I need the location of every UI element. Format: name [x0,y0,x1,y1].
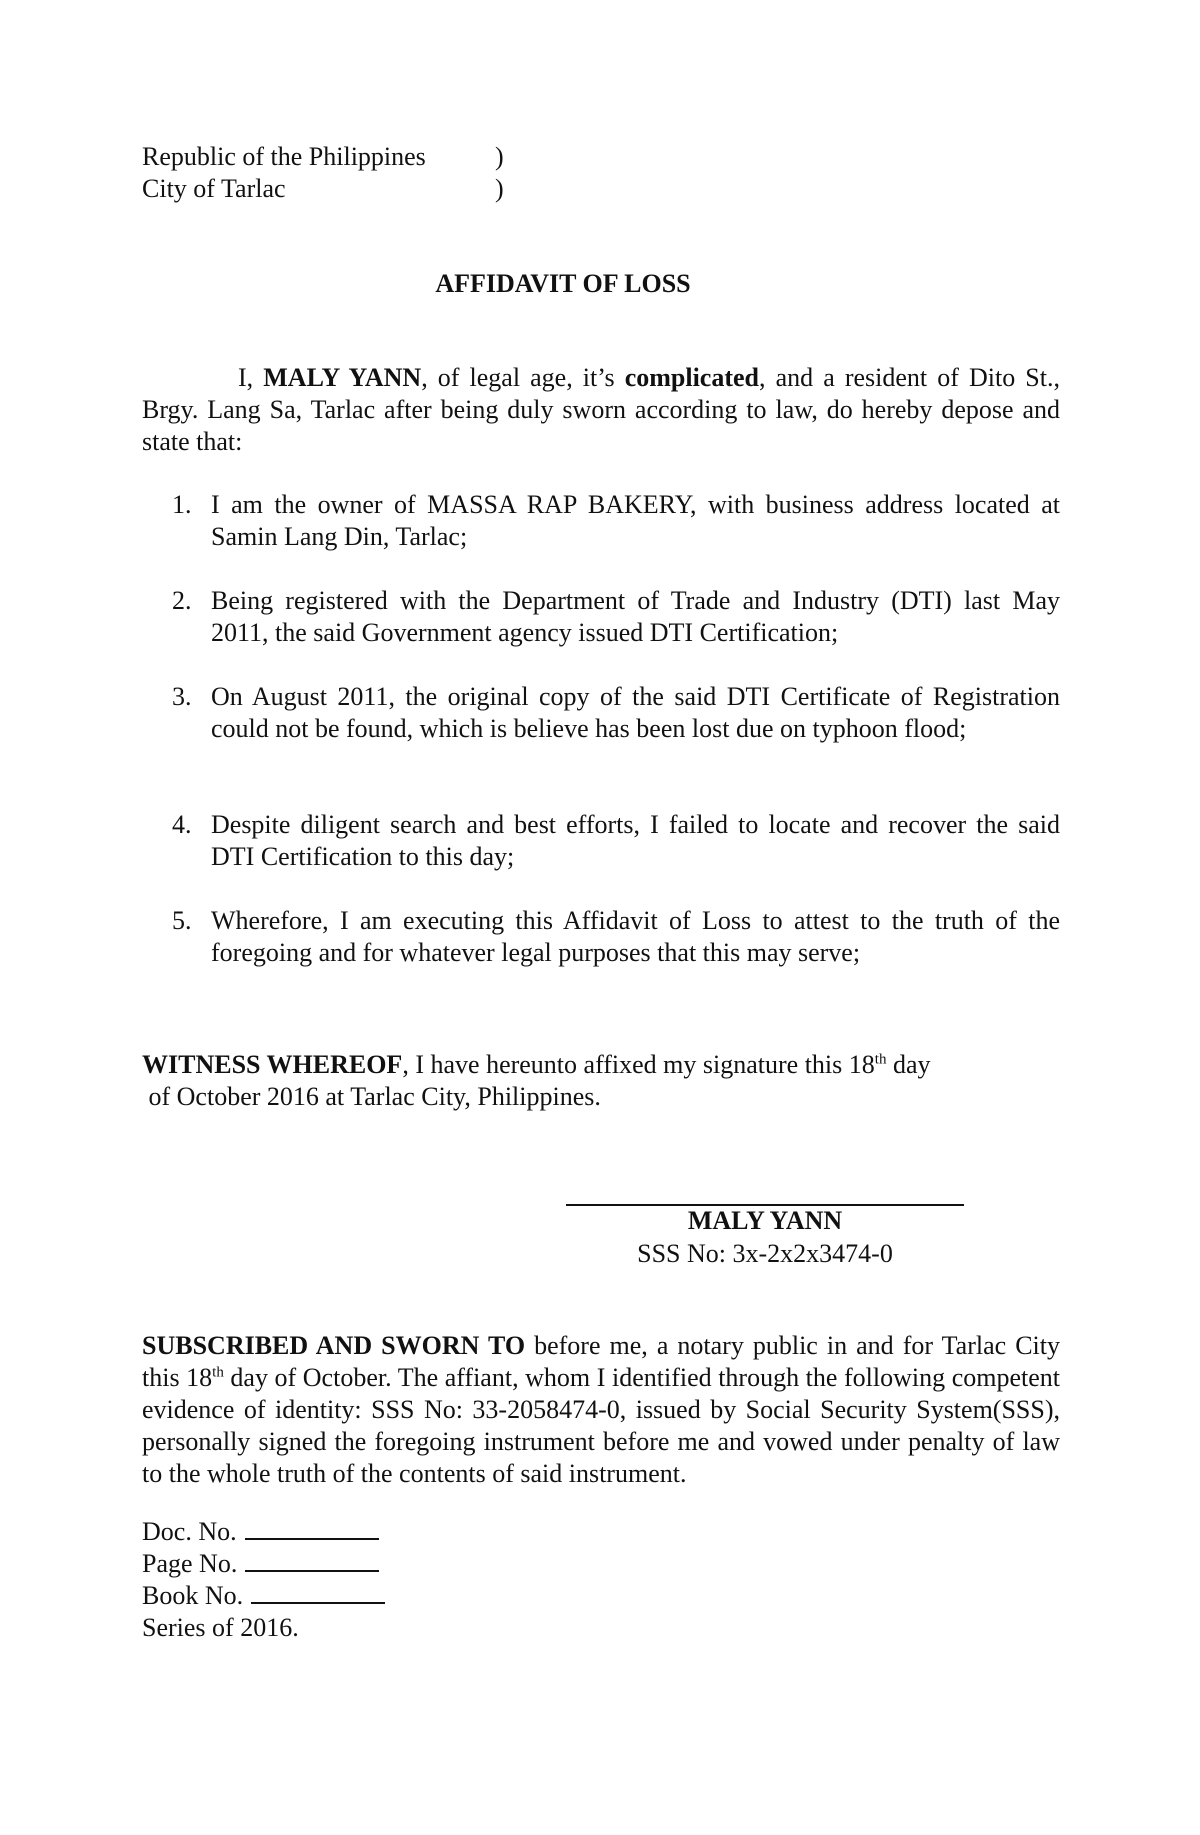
list-item [142,681,1060,745]
statement-list [142,489,1060,969]
witness-text-day: day [886,1050,931,1079]
list-item [142,809,1060,873]
item-text: Wherefore, I am executing this Affidavit of Loss to attest to the truth of the foregoing and for whatever legal purposes that this may serve; [211,906,1060,967]
notarial-register [142,1516,385,1644]
book-no-row [142,1580,385,1612]
intro-paragraph [142,362,1060,458]
witness-line-1 [142,1049,1060,1081]
witness-heading: WITNESS WHEREOF [142,1050,403,1079]
witness-text: , I have hereunto affixed my signature this 18 [402,1050,875,1079]
item-number: 3. [172,682,192,711]
civil-status: complicated [624,363,759,392]
jurat-paragraph [142,1330,1060,1490]
intro-prefix: I, [238,363,264,392]
page-no-blank [245,1548,379,1572]
jurat-text: before me, a notary public in and for Tarlac City this 18 [142,1331,1060,1392]
witness-superscript: th [874,1051,887,1068]
book-no-blank [251,1580,385,1604]
venue-city: City of Tarlac [142,174,286,203]
venue-block [142,141,504,205]
jurat-heading: SUBSCRIBED AND SWORN TO [142,1331,526,1360]
signatory-sss: SSS No: 3x-2x2x3474-0 [637,1239,893,1268]
page-no-label: Page No. [142,1549,238,1578]
signatory-name: MALY YANN [687,1206,843,1235]
list-item [142,585,1060,649]
item-number: 1. [172,490,192,519]
item-number: 4. [172,810,192,839]
witness-paragraph [142,1049,1060,1113]
page-no-row [142,1548,385,1580]
doc-no-blank [245,1516,379,1540]
doc-no-label: Doc. No. [142,1517,237,1546]
item-number: 5. [172,906,192,935]
list-item [142,489,1060,553]
document-title: AFFIDAVIT OF LOSS [435,269,691,298]
jurat-superscript: th [212,1364,224,1381]
venue-row-city [142,173,504,205]
item-number: 2. [172,586,192,615]
venue-republic: Republic of the Philippines [142,142,426,171]
item-text: Despite diligent search and best efforts, I failed to locate and recover the said DTI Certification to this day; [211,810,1060,871]
item-text: Being registered with the Department of Trade and Industry (DTI) last May 2011, the said Government agency issued DTI Certification; [211,586,1060,647]
item-text: On August 2011, the original copy of the said DTI Certificate of Registration could not be found, which is believe has been lost due on typhoon flood; [211,682,1060,743]
venue-paren: ) [495,142,504,171]
venue-row-republic [142,141,504,173]
item-text: I am the owner of MASSA RAP BAKERY, with business address located at Samin Lang Din, Tarlac; [211,490,1060,551]
intro-middle: , of legal age, it’s [421,363,625,392]
intro-rest: , and a resident of Dito St., Brgy. Lang Sa, Tarlac after being duly sworn according to law, do hereby depose and state that: [142,363,1060,456]
doc-no-row [142,1516,385,1548]
venue-paren: ) [495,174,504,203]
series-label: Series of 2016. [142,1613,299,1642]
book-no-label: Book No. [142,1581,244,1610]
witness-line-2: of October 2016 at Tarlac City, Philippines. [142,1082,601,1111]
affiant-name: MALY YANN [263,363,422,392]
jurat-text-rest: day of October. The affiant, whom I identified through the following competent evidence of identity: SSS No: 33-2058474-0, issued by Social Security System(SSS), personally signed the foregoing instrument before me and vowed under penalty of law to the whole truth of the contents of said instrument. [142,1363,1060,1488]
list-item [142,905,1060,969]
